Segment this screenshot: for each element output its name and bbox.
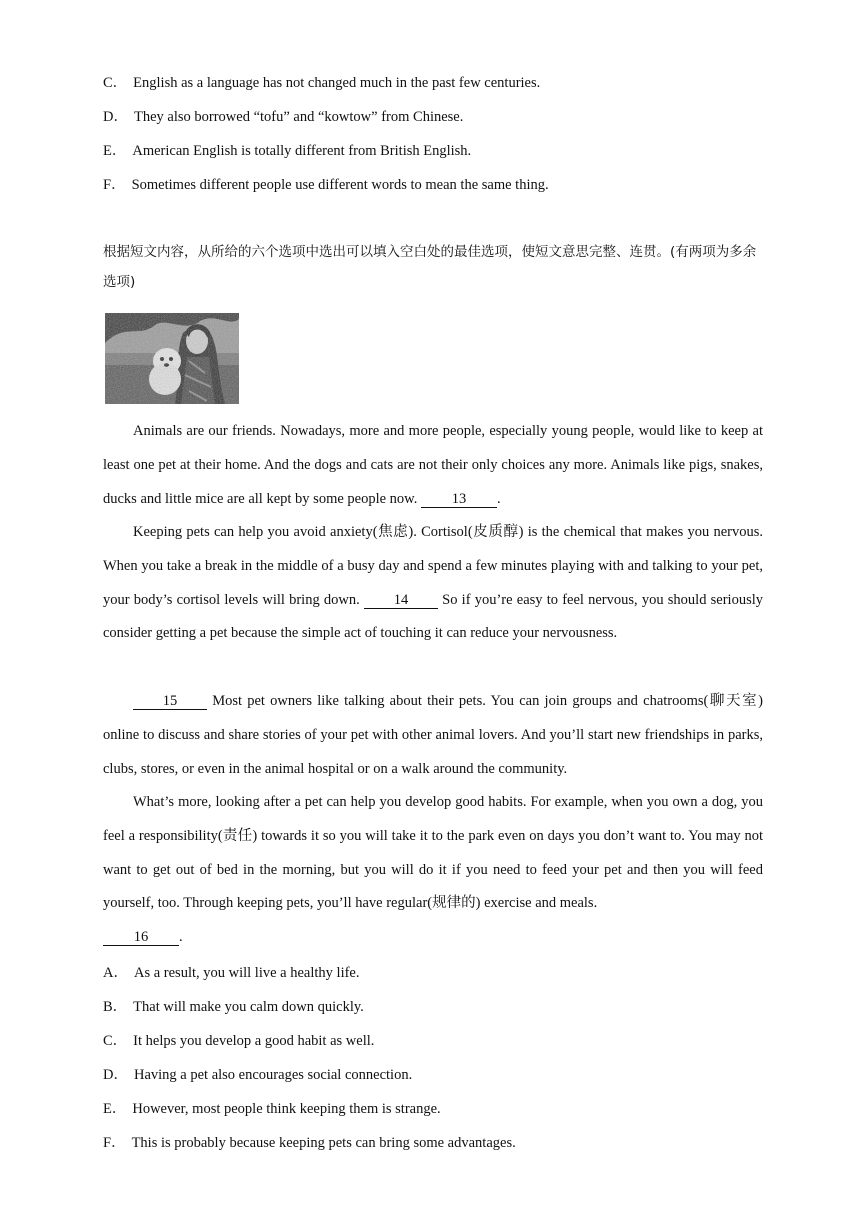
option-b: B． That will make you calm down quickly.: [103, 999, 364, 1015]
girl-with-dog-photo: [105, 313, 239, 404]
option-a: A． As a result, you will live a healthy life.: [103, 965, 360, 981]
prev-option-d: D． They also borrowed “tofu” and “kowtow” from Chinese.: [103, 109, 464, 125]
prev-option-f: F． Sometimes different people use different words to mean the same thing.: [103, 177, 549, 193]
passage-paragraph-3: 15 Most pet owners like talking about their pets. You can join groups and chatrooms(聊天室) online to discuss and share stories of your pet with other animal lovers. And you’ll start new friendships in parks, clubs, stores, or even in the animal hospital or on a walk around the community.: [103, 693, 764, 777]
prev-option-e: E． American English is totally different from British English.: [103, 143, 472, 159]
blank-13: 13: [421, 491, 497, 508]
passage-paragraph-1: Animals are our friends. Nowadays, more and more people, especially young people, would like to keep at least one pet at their home. And the dogs and cats are not their only choices any more. Animals like pigs, snakes, ducks and little mice are all kept by some people now. 13 .: [103, 423, 763, 507]
passage-paragraph-2: Keeping pets can help you avoid anxiety(焦虑). Cortisol(皮质醇) is the chemical that makes you nervous. When you take a break in the middle of a busy day and spend a few minutes playing with and talking to your pet, your body’s cortisol levels will bring down. 14 So if you’re easy to feel nervous, you should seriously consider getting a pet because the simple act of touching it can reduce your nervousness.: [103, 524, 764, 642]
passage-paragraph-5: 16 .: [103, 921, 763, 955]
blank-14: 14: [364, 592, 438, 609]
option-e: E． However, most people think keeping them is strange.: [103, 1101, 441, 1117]
prev-option-c: C． English as a language has not changed much in the past few centuries.: [103, 75, 541, 91]
passage-paragraph-4: What’s more, looking after a pet can help you develop good habits. For example, when you own a dog, you feel a responsibility(责任) towards it so you will take it to the park even on days you don’t want to. You may not want to get out of bed in the morning, but you will do it if you need to feed your pet and then you will feed yourself, too. Through keeping pets, you’ll have regular(规律的) exercise and meals.: [103, 794, 763, 912]
photo-graphic: [105, 313, 239, 404]
option-d: D． Having a pet also encourages social connection.: [103, 1067, 413, 1083]
blank-16: 16: [103, 929, 179, 946]
option-f: F． This is probably because keeping pets can bring some advantages.: [103, 1135, 516, 1151]
blank-15: 15: [133, 693, 207, 710]
instructions: 根据短文内容，从所给的六个选项中选出可以填入空白处的最佳选项，使短文意思完整、连贯。(有两项为多余选项): [103, 244, 757, 290]
option-c: C． It helps you develop a good habit as well.: [103, 1033, 375, 1049]
